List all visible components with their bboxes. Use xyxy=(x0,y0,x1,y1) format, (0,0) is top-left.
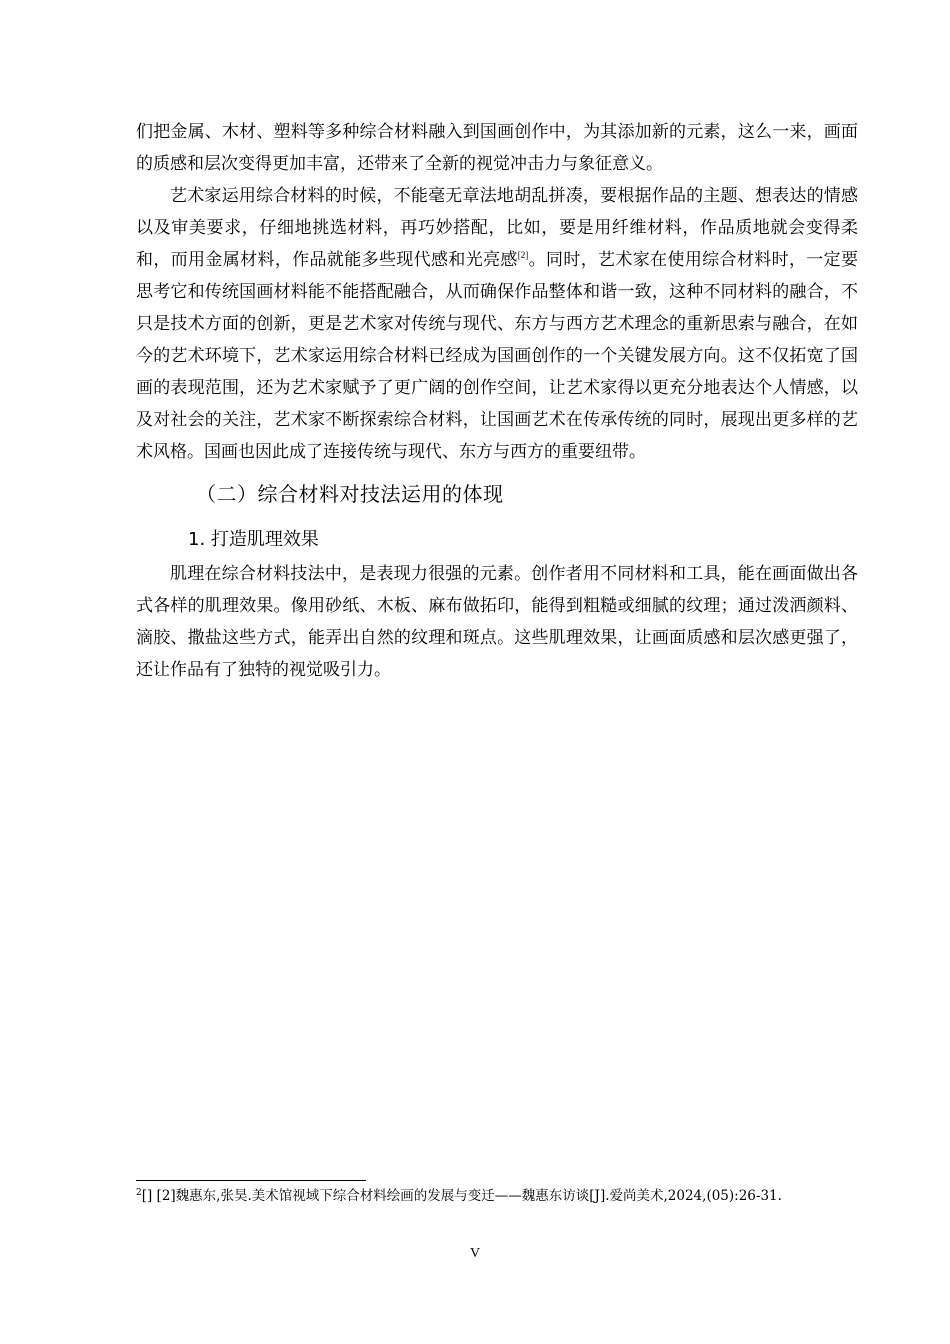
footnote-text: [] [2]魏惠东,张昊.美术馆视域下综合材料绘画的发展与变迁——魏惠东访谈[J].爱尚美术,2024,(05):26-31. xyxy=(141,1188,782,1204)
paragraph-1: 们把金属、木材、塑料等多种综合材料融入到国画创作中，为其添加新的元素，这么一来，画面的质感和层次变得更加丰富，还带来了全新的视觉冲击力与象征意义。 xyxy=(136,122,858,174)
footnote-mark: 2 xyxy=(136,1188,142,1198)
paragraph-2 xyxy=(136,180,858,468)
paragraph-3: 肌理在综合材料技法中，是表现力很强的元素。创作者用不同材料和工具，能在画面做出各式各样的肌理效果。像用砂纸、木板、麻布做拓印，能得到粗糙或细腻的纹理；通过泼洒颜料、滴胶、撒盐这些方式，能弄出自然的纹理和斑点。这些肌理效果，让画面质感和层次感更强了，还让作品有了独特的视觉吸引力。 xyxy=(136,564,858,680)
subsection-heading: 1. 打造肌理效果 xyxy=(188,529,319,550)
paragraph-2-text-b: 。同时，艺术家在使用综合材料时，一定要思考它和传统国画材料能不能搭配融合，从而确保作品整体和谐一致，这种不同材料的融合，不只是技术方面的创新，更是艺术家对传统与现代、东方与西方艺术理念的重新思索与融合，在如今的艺术环境下，艺术家运用综合材料已经成为国画创作的一个关键发展方向。这不仅拓宽了国画的表现范围，还为艺术家赋予了更广阔的创作空间，让艺术家得以更充分地表达个人情感，以及对社会的关注，艺术家不断探索综合材料，让国画艺术在传承传统的同时，展现出更多样的艺术风格。国画也因此成了连接传统与现代、东方与西方的重要纽带。 xyxy=(136,250,858,462)
section-heading: （二）综合材料对技法运用的体现 xyxy=(196,482,504,506)
citation-ref-2[interactable]: [2] xyxy=(517,250,529,260)
page-number: V xyxy=(469,1246,481,1261)
footnote-separator xyxy=(136,1180,366,1181)
main-content xyxy=(136,116,858,686)
paragraph-2-text-a: 艺术家运用综合材料的时候，不能毫无章法地胡乱拼凑，要根据作品的主题、想表达的情感以及审美要求，仔细地挑选材料，再巧妙搭配，比如，要是用纤维材料，作品质地就会变得柔和，而用金属材料，作品就能多些现代感和光亮感 xyxy=(136,186,858,270)
footnote xyxy=(136,1186,858,1207)
